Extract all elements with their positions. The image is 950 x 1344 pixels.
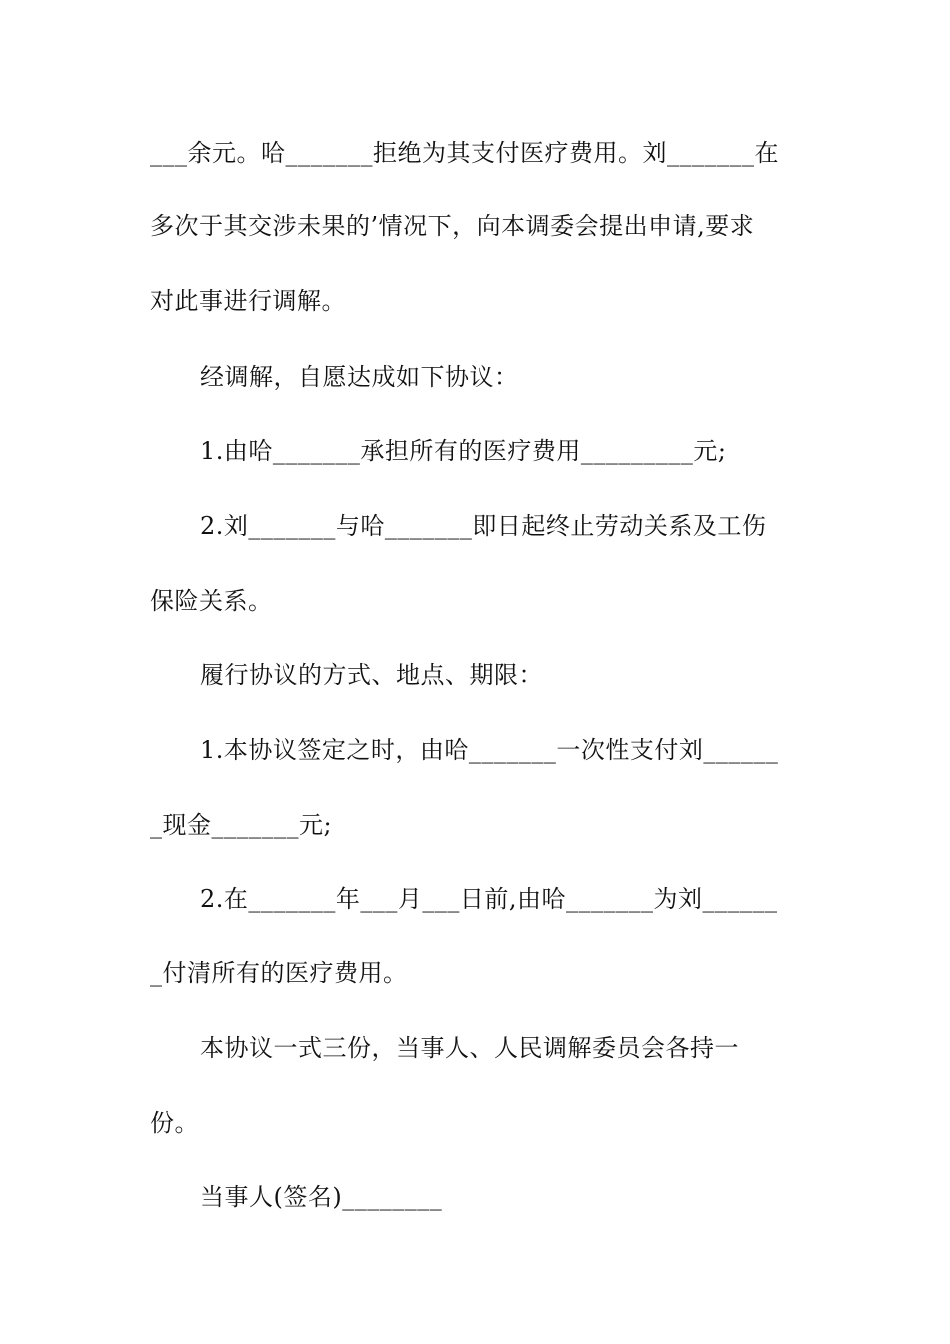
performance-item: 1.本协议签定之时，由哈_______一次性支付刘______ xyxy=(200,736,779,764)
agreement-item: 2.刘_______与哈_______即日起终止劳动关系及工伤 xyxy=(200,512,767,540)
performance-item: 2.在_______年___月___日前,由哈_______为刘______ xyxy=(200,885,778,913)
paragraph-line: _付清所有的医疗费用。 xyxy=(150,959,408,987)
paragraph-line: ___余元。哈_______拒绝为其支付医疗费用。刘_______在 xyxy=(150,139,779,167)
paragraph-line: _现金_______元; xyxy=(150,811,333,839)
section-heading: 履行协议的方式、地点、期限： xyxy=(200,661,543,689)
signature-line: 当事人(签名)________ xyxy=(200,1183,443,1211)
section-heading: 经调解，自愿达成如下协议： xyxy=(200,363,519,391)
paragraph-line: 对此事进行调解。 xyxy=(150,287,346,315)
paragraph-line: 多次于其交涉未果的’情况下，向本调委会提出申请,要求 xyxy=(150,212,755,240)
copies-statement: 本协议一式三份，当事人、人民调解委员会各持一 xyxy=(200,1034,739,1062)
paragraph-line: 份。 xyxy=(150,1109,199,1137)
agreement-item: 1.由哈_______承担所有的医疗费用_________元; xyxy=(200,437,727,465)
paragraph-line: 保险关系。 xyxy=(150,587,273,615)
